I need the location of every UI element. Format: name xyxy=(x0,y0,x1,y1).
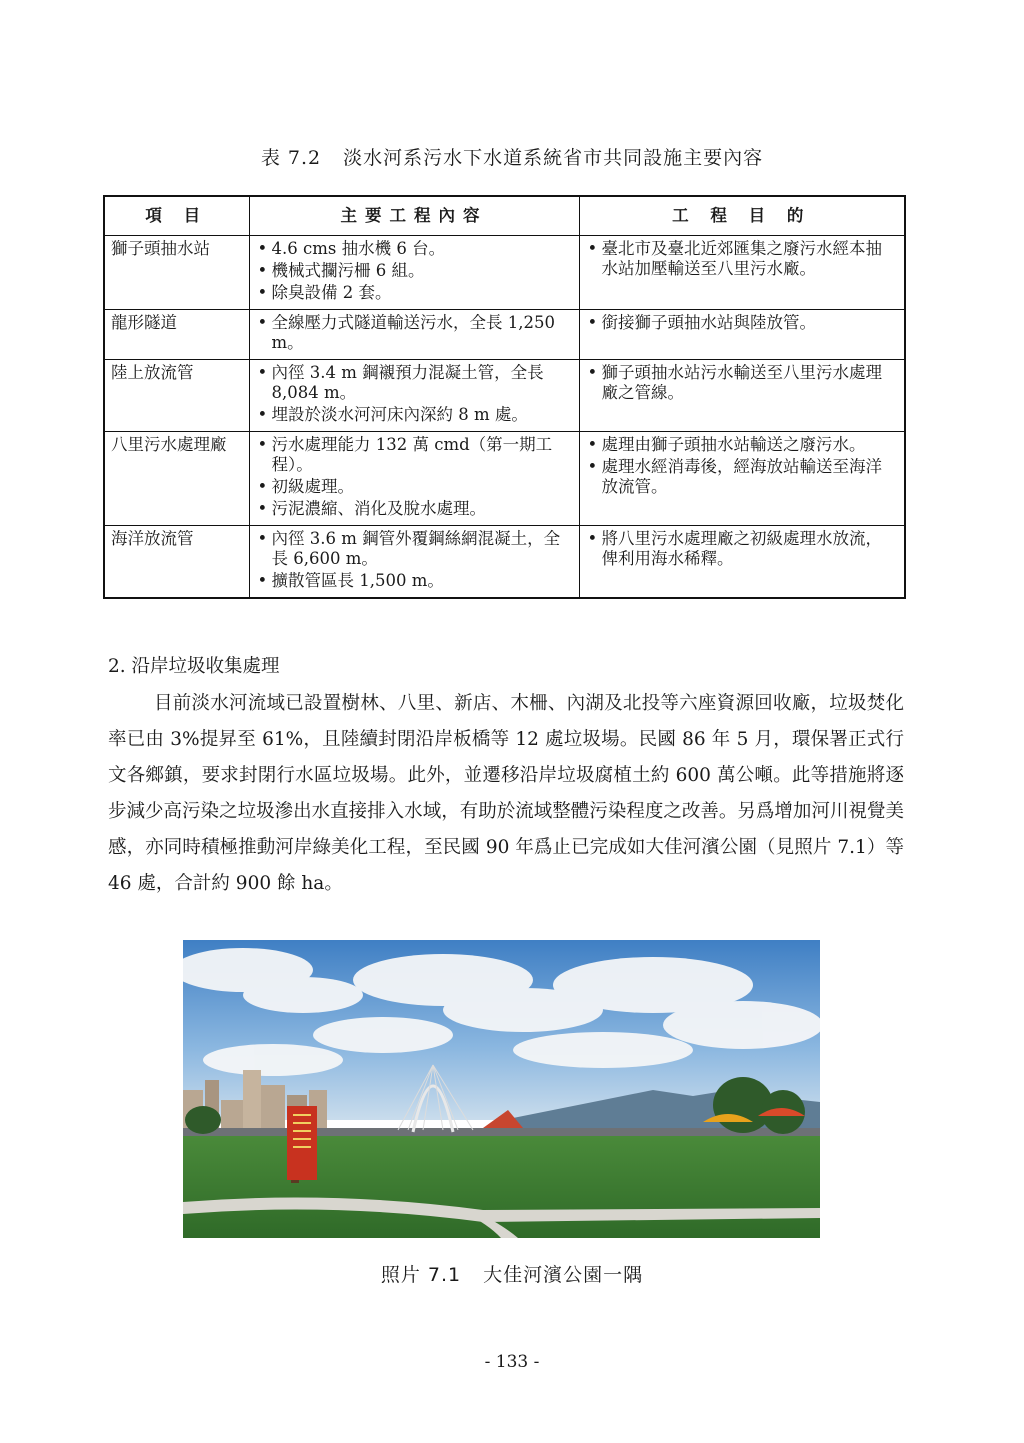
row-purpose xyxy=(579,310,905,360)
photo-caption xyxy=(0,1260,1024,1287)
purpose-list xyxy=(586,435,899,497)
content-list xyxy=(256,363,573,425)
table-header-row xyxy=(104,196,905,236)
header-purpose: 工 程 目 的 xyxy=(579,196,905,236)
list-item: • 將八里污水處理廠之初級處理水放流，俾利用海水稀釋。 xyxy=(586,529,899,569)
list-item: • 處理水經消毒後，經海放站輸送至海洋放流管。 xyxy=(586,457,899,497)
row-content xyxy=(249,310,579,360)
table-number: 表 7.2 xyxy=(260,147,322,169)
park-photo xyxy=(183,940,820,1238)
table-caption xyxy=(0,143,1024,170)
row-item: 獅子頭抽水站 xyxy=(104,236,249,310)
row-purpose xyxy=(579,432,905,526)
list-item: • 污水處理能力 132 萬 cmd（第一期工程）。 xyxy=(256,435,573,475)
photo-number: 照片 7.1 xyxy=(380,1264,462,1286)
list-item: • 內徑 3.4 m 鋼襯預力混凝土管，全長 8,084 m。 xyxy=(256,363,573,403)
table-row xyxy=(104,310,905,360)
row-purpose xyxy=(579,526,905,599)
row-item: 八里污水處理廠 xyxy=(104,432,249,526)
row-purpose xyxy=(579,360,905,432)
list-item: • 處理由獅子頭抽水站輸送之廢污水。 xyxy=(586,435,899,455)
row-purpose xyxy=(579,236,905,310)
list-item: • 除臭設備 2 套。 xyxy=(256,283,573,303)
list-item: • 獅子頭抽水站污水輸送至八里污水處理廠之管線。 xyxy=(586,363,899,403)
content-list xyxy=(256,313,573,353)
row-content xyxy=(249,526,579,599)
row-content xyxy=(249,432,579,526)
purpose-list xyxy=(586,313,899,333)
table-row xyxy=(104,432,905,526)
row-item: 龍形隧道 xyxy=(104,310,249,360)
table-row xyxy=(104,360,905,432)
header-item: 項 目 xyxy=(104,196,249,236)
facilities-table xyxy=(103,195,906,599)
list-item: • 臺北市及臺北近郊匯集之廢污水經本抽水站加壓輸送至八里污水廠。 xyxy=(586,239,899,279)
list-item: • 內徑 3.6 m 鋼管外覆鋼絲網混凝土，全長 6,600 m。 xyxy=(256,529,573,569)
body-paragraph: 目前淡水河流域已設置樹林、八里、新店、木柵、內湖及北投等六座資源回收廠，垃圾焚化率已由 3%提昇至 61%，且陸續封閉沿岸板橋等 12 處垃圾場。民國 86 年 5 月，環保署正式行文各鄉鎮，要求封閉行水區垃圾場。此外，並遷移沿岸垃圾腐植土約 600 萬公噸。此等措施將逐步減少高污染之垃圾滲出水直接排入水域，有助於流域整體污染程度之改善。另爲增加河川視覺美感，亦同時積極推動河岸綠美化工程，至民國 90 年爲止已完成如大佳河濱公園（見照片 7.1）等 46 處，合計約 900 餘 ha。 xyxy=(108,693,904,894)
list-item: • 銜接獅子頭抽水站與陸放管。 xyxy=(586,313,899,333)
content-list xyxy=(256,529,573,591)
section-heading: 2. 沿岸垃圾收集處理 xyxy=(108,656,280,677)
table-title: 淡水河系污水下水道系統省市共同設施主要內容 xyxy=(343,147,764,169)
header-content: 主要工程內容 xyxy=(249,196,579,236)
purpose-list xyxy=(586,529,899,569)
purpose-list xyxy=(586,363,899,403)
photo-title: 大佳河濱公園一隅 xyxy=(483,1264,644,1286)
list-item: • 初級處理。 xyxy=(256,477,573,497)
table-row xyxy=(104,526,905,599)
purpose-list xyxy=(586,239,899,279)
table-row xyxy=(104,236,905,310)
row-item: 陸上放流管 xyxy=(104,360,249,432)
list-item: • 擴散管區長 1,500 m。 xyxy=(256,571,573,591)
list-item: • 4.6 cms 抽水機 6 台。 xyxy=(256,239,573,259)
list-item: • 污泥濃縮、消化及脫水處理。 xyxy=(256,499,573,519)
content-list xyxy=(256,435,573,519)
page-number: - 133 - xyxy=(484,1352,540,1372)
list-item: • 埋設於淡水河河床內深約 8 m 處。 xyxy=(256,405,573,425)
list-item: • 機械式攔污柵 6 組。 xyxy=(256,261,573,281)
row-item: 海洋放流管 xyxy=(104,526,249,599)
row-content xyxy=(249,360,579,432)
content-list xyxy=(256,239,573,303)
row-content xyxy=(249,236,579,310)
list-item: • 全線壓力式隧道輸送污水，全長 1,250 m。 xyxy=(256,313,573,353)
